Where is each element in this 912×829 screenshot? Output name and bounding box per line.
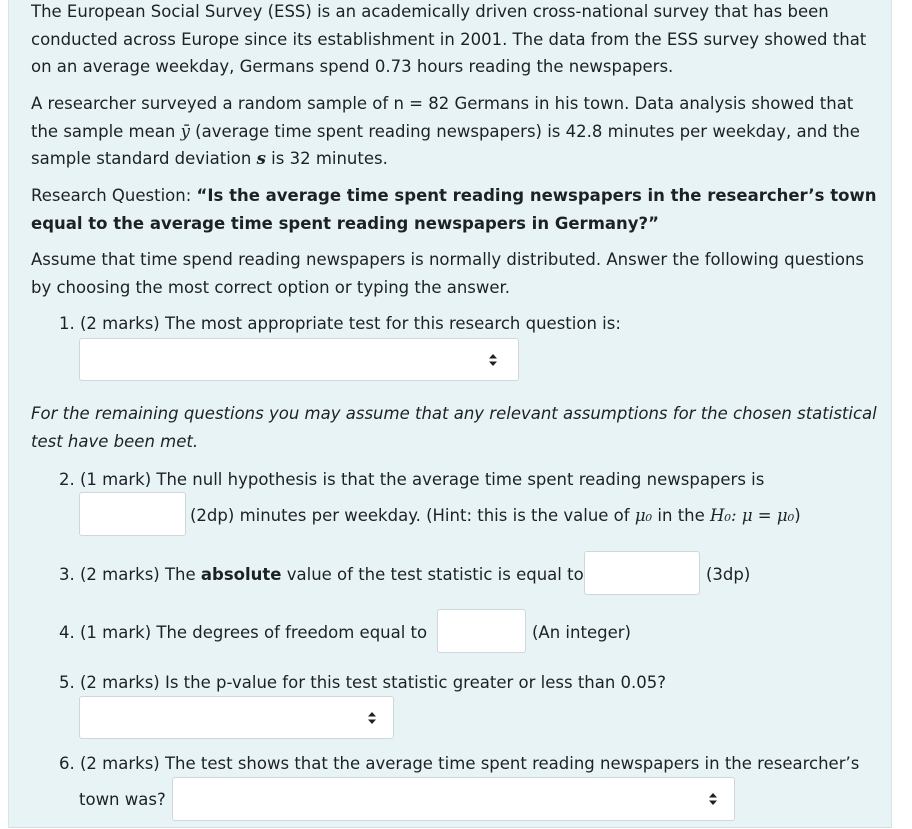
para2-text-b: (average time spent reading newspapers) is 42.8 minutes per weekday, and the sample standard deviation <box>31 121 860 168</box>
select-arrows-icon <box>488 354 498 366</box>
para2-text-c: is 32 minutes. <box>265 149 388 168</box>
question-5-select[interactable] <box>79 696 394 739</box>
question-4-hint: (An integer) <box>532 623 631 642</box>
q3-text-b: value of the test statistic is equal to <box>281 565 584 584</box>
intro-paragraph-4: Assume that time spend reading newspapers is normally distributed. Answer the following questions by choosing the most correct option or typing the answer. <box>31 250 865 297</box>
question-2-text-b <box>190 502 801 529</box>
question-4-text: 4. (1 mark) The degrees of freedom equal to <box>59 623 428 642</box>
question-1-select[interactable] <box>79 338 519 381</box>
question-3-text <box>59 561 584 588</box>
question-2-input[interactable] <box>79 492 186 536</box>
q3-bold-word: absolute <box>200 565 282 584</box>
question-3-hint: (3dp) <box>706 565 751 584</box>
question-4-input[interactable] <box>437 609 526 653</box>
s-symbol: s <box>256 149 266 168</box>
research-question-label: Research Question: <box>31 186 197 205</box>
ybar-symbol: ȳ <box>180 121 190 141</box>
q2-hint-text: (2dp) minutes per weekday. (Hint: this is the value of <box>190 506 635 525</box>
research-question <box>31 182 881 237</box>
q2-in-the: in the <box>652 506 711 525</box>
intro-paragraph-1: The European Social Survey (ESS) is an academically driven cross-national survey that has been conducted across Europe since its establishment in 2001. The data from the ESS survey showed that on an average weekday, Germans spend 0.73 hours reading the newspapers. <box>31 2 867 76</box>
question-6-select[interactable] <box>172 777 735 821</box>
question-6-text-a: 6. (2 marks) The test shows that the average time spent reading newspapers in the researcher’s <box>59 754 860 773</box>
assumptions-note: For the remaining questions you may assume that any relevant assumptions for the chosen statistical test have been met. <box>31 404 877 451</box>
null-hypothesis-formula: H₀: μ = μ₀ <box>710 506 795 525</box>
question-panel <box>8 0 892 828</box>
question-5-text: 5. (2 marks) Is the p-value for this test statistic greater or less than 0.05? <box>59 673 667 692</box>
question-2-text-a: 2. (1 mark) The null hypothesis is that the average time spent reading newspapers is <box>59 470 765 489</box>
research-question-text: “Is the average time spent reading newspapers in the researcher’s town equal to the average time spent reading newspapers in Germany?” <box>31 186 877 233</box>
q2-close-paren: ) <box>794 506 801 525</box>
select-arrows-icon <box>708 793 718 805</box>
para2-text-a: A researcher surveyed a random sample of n = 82 Germans in his town. Data analysis showed that the sample mean <box>31 94 854 141</box>
mu0-symbol: μ₀ <box>634 506 653 525</box>
question-6-text-b: town was? <box>79 790 166 809</box>
q3-text-a: 3. (2 marks) The <box>59 565 201 584</box>
question-1-text: 1. (2 marks) The most appropriate test for this research question is: <box>59 314 621 333</box>
select-arrows-icon <box>367 712 377 724</box>
question-3-input[interactable] <box>584 551 700 595</box>
intro-paragraph-2 <box>31 90 881 173</box>
